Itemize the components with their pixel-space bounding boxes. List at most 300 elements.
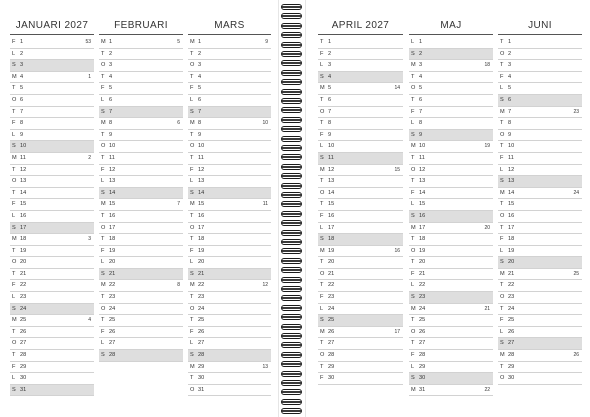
day-number: 29 bbox=[419, 363, 426, 370]
weekday-letter: S bbox=[101, 270, 105, 277]
day-number: 15 bbox=[419, 201, 426, 208]
day-row[interactable] bbox=[10, 199, 94, 211]
day-number: 1 bbox=[328, 39, 332, 45]
weekday-letter: M bbox=[12, 236, 17, 243]
day-number: 8 bbox=[328, 120, 332, 127]
weekday-letter: L bbox=[101, 178, 105, 185]
day-row[interactable] bbox=[409, 176, 493, 188]
weekday-letter: L bbox=[190, 259, 194, 266]
day-row[interactable] bbox=[498, 327, 582, 339]
weekday-letter: S bbox=[190, 352, 194, 359]
ring-wire bbox=[282, 326, 301, 328]
binding-ring bbox=[281, 164, 303, 171]
weekday-letter: L bbox=[500, 247, 504, 254]
day-row[interactable] bbox=[99, 199, 183, 211]
weekday-letter: L bbox=[411, 282, 415, 289]
day-row[interactable] bbox=[99, 83, 183, 95]
day-row[interactable] bbox=[498, 176, 582, 188]
left-page bbox=[0, 0, 278, 417]
day-number: 29 bbox=[508, 363, 515, 370]
day-row[interactable] bbox=[99, 176, 183, 188]
day-row[interactable] bbox=[318, 37, 403, 49]
weekday-letter: O bbox=[190, 224, 195, 231]
day-row[interactable] bbox=[318, 188, 403, 200]
day-row[interactable] bbox=[498, 362, 582, 374]
day-row[interactable] bbox=[318, 176, 403, 188]
day-row[interactable] bbox=[99, 165, 183, 177]
day-number: 24 bbox=[198, 305, 205, 312]
week-number: 21 bbox=[484, 305, 490, 312]
day-row[interactable] bbox=[498, 246, 582, 258]
day-row[interactable] bbox=[188, 83, 271, 95]
weekday-letter: L bbox=[320, 143, 324, 150]
day-row[interactable] bbox=[409, 95, 493, 107]
ring-wire bbox=[282, 382, 301, 384]
day-number: 21 bbox=[20, 270, 27, 277]
month-title-rule bbox=[498, 34, 582, 35]
day-row[interactable] bbox=[188, 280, 271, 292]
day-row[interactable] bbox=[409, 49, 493, 61]
day-row[interactable] bbox=[188, 327, 271, 339]
day-row[interactable] bbox=[188, 49, 271, 61]
ring-wire bbox=[282, 100, 301, 102]
day-row[interactable] bbox=[318, 327, 403, 339]
binding-ring bbox=[281, 408, 303, 415]
day-row[interactable] bbox=[409, 37, 493, 49]
day-row[interactable] bbox=[10, 292, 94, 304]
day-row[interactable] bbox=[10, 95, 94, 107]
day-row[interactable] bbox=[409, 60, 493, 72]
day-row[interactable] bbox=[498, 83, 582, 95]
day-row[interactable] bbox=[188, 223, 271, 235]
binding-ring bbox=[281, 314, 303, 321]
day-row[interactable] bbox=[188, 141, 271, 153]
ring-wire bbox=[282, 260, 301, 262]
day-row[interactable] bbox=[318, 130, 403, 142]
day-row[interactable] bbox=[409, 141, 493, 153]
day-number: 23 bbox=[419, 294, 426, 301]
binding-ring bbox=[281, 277, 303, 284]
day-number: 28 bbox=[508, 352, 515, 359]
binding-ring bbox=[281, 154, 303, 161]
day-row[interactable] bbox=[409, 165, 493, 177]
day-row[interactable] bbox=[318, 211, 403, 223]
weekday-letter: O bbox=[101, 224, 106, 231]
day-row[interactable] bbox=[10, 350, 94, 362]
day-row[interactable] bbox=[10, 246, 94, 258]
day-row[interactable] bbox=[10, 234, 94, 246]
day-row[interactable] bbox=[409, 362, 493, 374]
day-row[interactable] bbox=[99, 338, 183, 350]
day-row[interactable] bbox=[188, 350, 271, 362]
day-row[interactable] bbox=[10, 83, 94, 95]
weekday-letter: T bbox=[101, 212, 105, 219]
day-row[interactable] bbox=[10, 315, 94, 327]
day-row[interactable] bbox=[409, 327, 493, 339]
day-row[interactable] bbox=[99, 350, 183, 362]
weekday-letter: O bbox=[190, 62, 195, 69]
day-row[interactable] bbox=[10, 385, 94, 397]
weekday-letter: T bbox=[12, 108, 16, 115]
weekday-letter: L bbox=[411, 363, 415, 370]
day-row[interactable] bbox=[498, 95, 582, 107]
day-row[interactable] bbox=[318, 83, 403, 95]
day-row[interactable] bbox=[188, 153, 271, 165]
weekday-letter: M bbox=[411, 62, 416, 69]
weekday-letter: S bbox=[101, 352, 105, 359]
day-number: 18 bbox=[109, 236, 116, 243]
day-number: 12 bbox=[20, 166, 27, 173]
day-row[interactable] bbox=[409, 373, 493, 385]
month-column bbox=[498, 0, 582, 417]
day-row[interactable] bbox=[99, 234, 183, 246]
day-number: 9 bbox=[109, 131, 113, 138]
day-row[interactable] bbox=[318, 141, 403, 153]
day-row[interactable] bbox=[498, 269, 582, 281]
day-row[interactable] bbox=[409, 234, 493, 246]
ring-wire bbox=[282, 279, 301, 281]
day-row[interactable] bbox=[318, 257, 403, 269]
day-row[interactable] bbox=[498, 107, 582, 119]
week-number: 13 bbox=[262, 363, 268, 370]
day-row[interactable] bbox=[409, 199, 493, 211]
day-row[interactable] bbox=[99, 153, 183, 165]
day-row[interactable] bbox=[409, 72, 493, 84]
day-row[interactable] bbox=[409, 280, 493, 292]
ring-wire bbox=[282, 91, 301, 93]
weekday-letter: M bbox=[320, 328, 325, 335]
day-row[interactable] bbox=[409, 211, 493, 223]
weekday-letter: F bbox=[190, 328, 194, 335]
weekday-letter: O bbox=[500, 50, 505, 57]
weekday-letter: M bbox=[190, 120, 195, 127]
day-row[interactable] bbox=[409, 304, 493, 316]
weekday-letter: T bbox=[12, 270, 16, 277]
day-row[interactable] bbox=[498, 141, 582, 153]
day-row[interactable] bbox=[10, 141, 94, 153]
day-row[interactable] bbox=[188, 269, 271, 281]
day-row[interactable] bbox=[188, 107, 271, 119]
day-row[interactable] bbox=[99, 118, 183, 130]
day-number: 8 bbox=[419, 120, 423, 127]
day-row[interactable] bbox=[10, 37, 94, 49]
binding-ring bbox=[281, 239, 303, 246]
day-number: 28 bbox=[328, 352, 335, 359]
ring-wire bbox=[282, 354, 301, 356]
day-list bbox=[498, 37, 582, 385]
day-row[interactable] bbox=[409, 107, 493, 119]
day-row[interactable] bbox=[99, 292, 183, 304]
day-row[interactable] bbox=[10, 269, 94, 281]
day-number: 3 bbox=[20, 62, 24, 69]
day-row[interactable] bbox=[318, 153, 403, 165]
day-number: 1 bbox=[109, 39, 113, 45]
day-row[interactable] bbox=[99, 269, 183, 281]
day-row[interactable] bbox=[498, 188, 582, 200]
day-row[interactable] bbox=[99, 246, 183, 258]
day-number: 31 bbox=[198, 386, 205, 393]
day-row[interactable] bbox=[10, 327, 94, 339]
binding-ring bbox=[281, 42, 303, 49]
weekday-letter: F bbox=[320, 212, 324, 219]
binding-ring bbox=[281, 183, 303, 190]
day-row[interactable] bbox=[10, 304, 94, 316]
weekday-letter: T bbox=[101, 294, 105, 301]
day-row[interactable] bbox=[188, 176, 271, 188]
day-number: 10 bbox=[508, 143, 515, 150]
day-row[interactable] bbox=[10, 373, 94, 385]
ring-wire bbox=[282, 222, 301, 224]
day-row[interactable] bbox=[99, 49, 183, 61]
day-row[interactable] bbox=[498, 37, 582, 49]
day-row[interactable] bbox=[99, 141, 183, 153]
day-row[interactable] bbox=[10, 188, 94, 200]
day-row[interactable] bbox=[99, 130, 183, 142]
day-row[interactable] bbox=[188, 385, 271, 397]
ring-wire bbox=[282, 166, 301, 168]
day-number: 30 bbox=[198, 375, 205, 382]
day-row[interactable] bbox=[318, 234, 403, 246]
day-row[interactable] bbox=[318, 199, 403, 211]
day-row[interactable] bbox=[409, 130, 493, 142]
day-number: 21 bbox=[198, 270, 205, 277]
day-row[interactable] bbox=[318, 280, 403, 292]
week-number: 6 bbox=[177, 120, 180, 127]
day-row[interactable] bbox=[409, 223, 493, 235]
day-row[interactable] bbox=[188, 292, 271, 304]
day-row[interactable] bbox=[318, 118, 403, 130]
day-number: 13 bbox=[20, 178, 27, 185]
day-row[interactable] bbox=[318, 292, 403, 304]
day-row[interactable] bbox=[188, 118, 271, 130]
day-row[interactable] bbox=[498, 130, 582, 142]
day-row[interactable] bbox=[188, 95, 271, 107]
day-row[interactable] bbox=[10, 165, 94, 177]
day-list bbox=[188, 37, 271, 396]
day-row[interactable] bbox=[498, 153, 582, 165]
day-row[interactable] bbox=[188, 315, 271, 327]
day-row[interactable] bbox=[188, 188, 271, 200]
day-row[interactable] bbox=[188, 211, 271, 223]
weekday-letter: T bbox=[190, 236, 194, 243]
day-row[interactable] bbox=[99, 327, 183, 339]
day-number: 14 bbox=[20, 189, 27, 196]
ring-wire bbox=[282, 44, 301, 46]
day-row[interactable] bbox=[99, 37, 183, 49]
weekday-letter: M bbox=[101, 201, 106, 208]
weekday-letter: T bbox=[320, 340, 324, 347]
day-row[interactable] bbox=[498, 338, 582, 350]
day-number: 29 bbox=[328, 363, 335, 370]
day-number: 10 bbox=[20, 143, 27, 150]
day-number: 27 bbox=[109, 340, 116, 347]
day-row[interactable] bbox=[99, 211, 183, 223]
day-number: 30 bbox=[20, 375, 27, 382]
ring-wire bbox=[282, 109, 301, 111]
day-row[interactable] bbox=[99, 315, 183, 327]
day-row[interactable] bbox=[498, 211, 582, 223]
day-row[interactable] bbox=[409, 269, 493, 281]
day-row[interactable] bbox=[318, 362, 403, 374]
day-row[interactable] bbox=[498, 72, 582, 84]
day-row[interactable] bbox=[10, 72, 94, 84]
day-row[interactable] bbox=[188, 246, 271, 258]
ring-wire bbox=[282, 15, 301, 17]
day-number: 25 bbox=[20, 317, 27, 324]
day-row[interactable] bbox=[318, 315, 403, 327]
day-row[interactable] bbox=[498, 257, 582, 269]
day-row[interactable] bbox=[498, 223, 582, 235]
day-row[interactable] bbox=[188, 130, 271, 142]
weekday-letter: T bbox=[190, 212, 194, 219]
day-row[interactable] bbox=[99, 280, 183, 292]
day-number: 22 bbox=[20, 282, 27, 289]
weekday-letter: T bbox=[411, 154, 415, 161]
day-row[interactable] bbox=[10, 338, 94, 350]
binding-ring bbox=[281, 98, 303, 105]
weekday-letter: M bbox=[411, 143, 416, 150]
binding-ring bbox=[281, 361, 303, 368]
weekday-letter: O bbox=[101, 305, 106, 312]
day-row[interactable] bbox=[188, 373, 271, 385]
day-row[interactable] bbox=[318, 223, 403, 235]
day-row[interactable] bbox=[10, 130, 94, 142]
day-row[interactable] bbox=[498, 60, 582, 72]
day-row[interactable] bbox=[409, 118, 493, 130]
week-number: 4 bbox=[88, 317, 91, 324]
day-row[interactable] bbox=[188, 304, 271, 316]
weekday-letter: O bbox=[411, 328, 416, 335]
binding-ring bbox=[281, 211, 303, 218]
day-row[interactable] bbox=[188, 362, 271, 374]
day-row[interactable] bbox=[99, 257, 183, 269]
day-row[interactable] bbox=[498, 315, 582, 327]
binding-ring bbox=[281, 89, 303, 96]
day-row[interactable] bbox=[99, 95, 183, 107]
day-row[interactable] bbox=[318, 60, 403, 72]
day-row[interactable] bbox=[188, 234, 271, 246]
day-row[interactable] bbox=[10, 118, 94, 130]
day-row[interactable] bbox=[188, 72, 271, 84]
day-row[interactable] bbox=[318, 269, 403, 281]
day-row[interactable] bbox=[10, 362, 94, 374]
day-row[interactable] bbox=[318, 107, 403, 119]
day-row[interactable] bbox=[409, 350, 493, 362]
day-row[interactable] bbox=[318, 72, 403, 84]
day-row[interactable] bbox=[318, 338, 403, 350]
day-row[interactable] bbox=[10, 176, 94, 188]
day-row[interactable] bbox=[188, 165, 271, 177]
weekday-letter: F bbox=[101, 247, 105, 254]
day-row[interactable] bbox=[318, 350, 403, 362]
day-row[interactable] bbox=[498, 292, 582, 304]
day-row[interactable] bbox=[409, 188, 493, 200]
weekday-letter: T bbox=[320, 120, 324, 127]
day-row[interactable] bbox=[188, 37, 271, 49]
day-row[interactable] bbox=[188, 257, 271, 269]
day-row[interactable] bbox=[498, 199, 582, 211]
day-row[interactable] bbox=[99, 304, 183, 316]
day-row[interactable] bbox=[10, 107, 94, 119]
day-row[interactable] bbox=[409, 315, 493, 327]
day-number: 3 bbox=[328, 62, 332, 69]
day-row[interactable] bbox=[318, 95, 403, 107]
day-row[interactable] bbox=[99, 107, 183, 119]
day-row[interactable] bbox=[318, 49, 403, 61]
day-number: 27 bbox=[20, 340, 27, 347]
day-row[interactable] bbox=[318, 165, 403, 177]
day-number: 13 bbox=[109, 178, 116, 185]
day-row[interactable] bbox=[10, 49, 94, 61]
day-number: 14 bbox=[328, 189, 335, 196]
binding-ring bbox=[281, 32, 303, 39]
day-row[interactable] bbox=[99, 223, 183, 235]
day-row[interactable] bbox=[409, 246, 493, 258]
day-row[interactable] bbox=[10, 153, 94, 165]
ring-wire bbox=[282, 391, 301, 393]
day-row[interactable] bbox=[409, 338, 493, 350]
weekday-letter: F bbox=[320, 131, 324, 138]
day-row[interactable] bbox=[498, 373, 582, 385]
day-row[interactable] bbox=[498, 350, 582, 362]
day-row[interactable] bbox=[10, 223, 94, 235]
day-row[interactable] bbox=[498, 280, 582, 292]
week-number: 16 bbox=[394, 247, 400, 254]
binding-ring bbox=[281, 371, 303, 378]
day-number: 3 bbox=[508, 62, 512, 69]
day-row[interactable] bbox=[498, 165, 582, 177]
day-number: 8 bbox=[109, 120, 113, 127]
day-row[interactable] bbox=[99, 188, 183, 200]
day-row[interactable] bbox=[188, 338, 271, 350]
day-row[interactable] bbox=[318, 373, 403, 385]
day-row[interactable] bbox=[409, 292, 493, 304]
weekday-letter: L bbox=[12, 50, 16, 57]
day-row[interactable] bbox=[409, 153, 493, 165]
month-title-rule bbox=[318, 34, 403, 35]
day-row[interactable] bbox=[498, 304, 582, 316]
day-row[interactable] bbox=[10, 280, 94, 292]
weekday-letter: T bbox=[101, 50, 105, 57]
day-row[interactable] bbox=[10, 60, 94, 72]
weekday-letter: M bbox=[411, 305, 416, 312]
day-row[interactable] bbox=[409, 257, 493, 269]
day-row[interactable] bbox=[409, 83, 493, 95]
day-row[interactable] bbox=[188, 60, 271, 72]
day-row[interactable] bbox=[318, 304, 403, 316]
weekday-letter: O bbox=[12, 340, 17, 347]
weekday-letter: T bbox=[101, 154, 105, 161]
day-row[interactable] bbox=[99, 72, 183, 84]
weekday-letter: S bbox=[411, 50, 415, 57]
day-row[interactable] bbox=[99, 60, 183, 72]
day-row[interactable] bbox=[498, 118, 582, 130]
day-number: 11 bbox=[508, 154, 514, 161]
weekday-letter: T bbox=[411, 259, 415, 266]
day-row[interactable] bbox=[318, 246, 403, 258]
day-number: 12 bbox=[508, 166, 515, 173]
day-row[interactable] bbox=[10, 257, 94, 269]
day-row[interactable] bbox=[409, 385, 493, 397]
day-row[interactable] bbox=[188, 199, 271, 211]
day-number: 5 bbox=[109, 85, 113, 92]
day-row[interactable] bbox=[10, 211, 94, 223]
day-row[interactable] bbox=[498, 234, 582, 246]
weekday-letter: S bbox=[12, 62, 16, 69]
day-row[interactable] bbox=[498, 49, 582, 61]
weekday-letter: M bbox=[101, 120, 106, 127]
weekday-letter: L bbox=[190, 96, 194, 103]
